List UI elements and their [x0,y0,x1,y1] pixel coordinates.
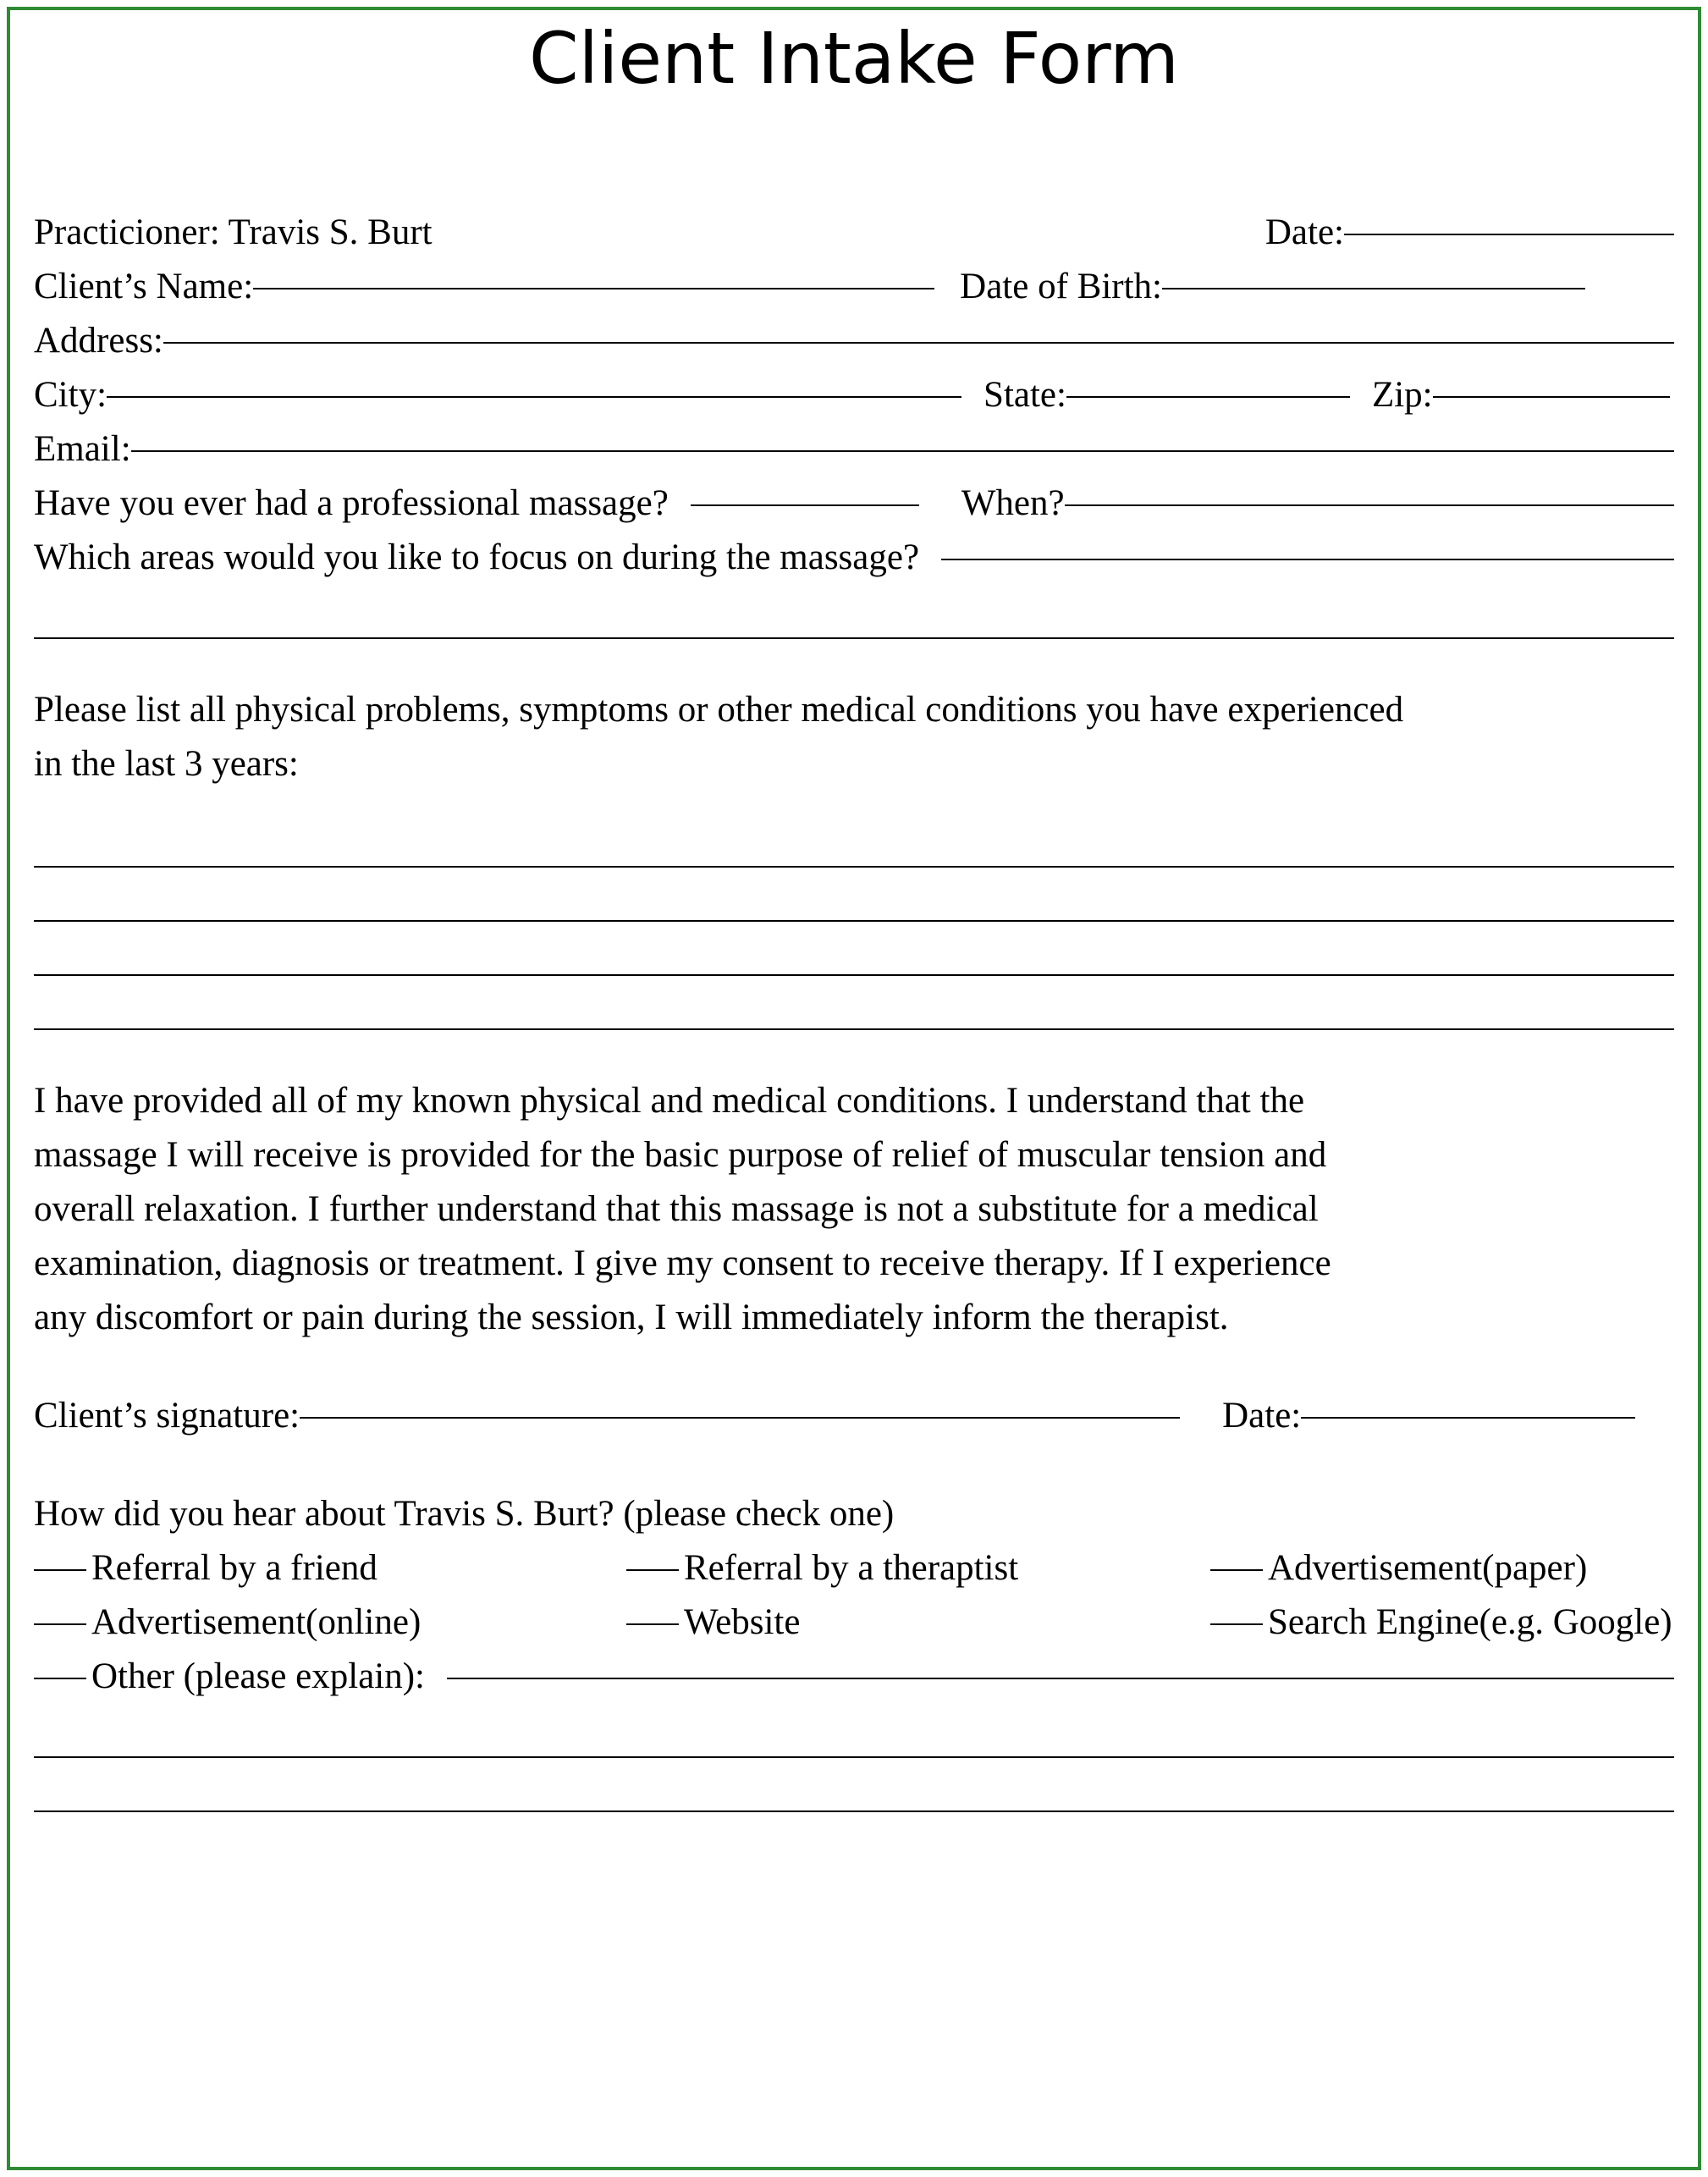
referral-option-other-label: Other (please explain): [91,1656,425,1697]
referral-question: How did you hear about Travis S. Burt? (please check one) [34,1494,895,1535]
row-email [34,422,1674,477]
focus-areas-input[interactable] [941,559,1674,560]
consent-line: massage I will receive is provided for the basic purpose of relief of muscular tension and [34,1135,1327,1176]
row-prior-massage [34,477,1674,531]
checkbox-blank-icon[interactable] [626,1623,679,1625]
referral-option-other-row [34,1650,1674,1704]
client-name-input[interactable] [253,288,934,289]
medical-history-prompt [34,683,1674,791]
state-label: State: [983,375,1066,416]
medical-history-prompt-line2: in the last 3 years: [34,744,299,785]
consent-line: overall relaxation. I further understand that this massage is not a substitute for a medical [34,1189,1319,1230]
city-input[interactable] [107,396,961,398]
checkbox-blank-icon[interactable] [34,1678,86,1679]
referral-option-label: Referral by a theraptist [684,1548,1019,1589]
signature-date-input[interactable] [1301,1417,1635,1419]
referral-options-row-2 [34,1596,1674,1650]
date-label: Date: [1264,212,1344,253]
spacer [34,639,1674,683]
when-input[interactable] [1065,504,1674,506]
spacer [34,1443,1674,1487]
client-name-label: Client’s Name: [34,267,254,307]
referral-option-ad-paper[interactable] [1210,1541,1674,1596]
checkbox-blank-icon[interactable] [1210,1569,1263,1571]
other-explain-line-2[interactable] [34,1758,1674,1812]
address-input[interactable] [163,342,1674,344]
referral-options-row-1 [34,1541,1674,1596]
zip-label: Zip: [1371,375,1433,416]
medical-history-line-4[interactable] [34,976,1674,1030]
row-practitioner-date [34,206,1674,260]
city-label: City: [34,375,107,416]
prior-massage-label: Have you ever had a professional massage? [34,483,669,524]
title-spacer [34,101,1674,206]
focus-areas-input-line2[interactable] [34,585,1674,639]
date-of-birth-input[interactable] [1162,288,1585,289]
referral-option-ad-online[interactable] [34,1596,626,1650]
row-name-dob [34,260,1674,314]
referral-option-search-engine[interactable] [1210,1596,1674,1650]
practitioner-label: Practicioner: Travis S. Burt [34,212,433,253]
consent-line: examination, diagnosis or treatment. I give my consent to receive therapy. If I experience [34,1243,1331,1284]
checkbox-blank-icon[interactable] [34,1569,86,1571]
referral-option-therapist[interactable] [626,1541,1210,1596]
spacer [34,1030,1674,1074]
page-title: Client Intake Form [529,17,1179,100]
signature-date-label: Date: [1222,1396,1302,1436]
email-input[interactable] [131,450,1674,452]
row-signature [34,1389,1674,1443]
row-address [34,314,1674,368]
spacer [34,1345,1674,1389]
referral-option-friend[interactable] [34,1541,626,1596]
zip-input[interactable] [1433,396,1670,398]
referral-option-label: Search Engine(e.g. Google) [1268,1602,1672,1643]
prior-massage-input[interactable] [691,504,919,506]
consent-paragraph [34,1074,1674,1345]
date-input[interactable] [1344,234,1674,235]
email-label: Email: [34,429,131,470]
checkbox-blank-icon[interactable] [34,1623,86,1625]
referral-option-label: Referral by a friend [91,1548,377,1589]
medical-history-line-1[interactable] [34,813,1674,868]
other-explain-line-1[interactable] [34,1704,1674,1758]
referral-option-website[interactable] [626,1596,1210,1650]
referral-option-label: Website [684,1602,801,1643]
date-of-birth-label: Date of Birth: [960,267,1162,307]
address-label: Address: [34,321,163,361]
state-input[interactable] [1066,396,1350,398]
spacer [34,791,1674,813]
referral-option-other-input[interactable] [447,1678,1674,1679]
client-signature-input[interactable] [300,1417,1180,1419]
focus-areas-label: Which areas would you like to focus on during the massage? [34,537,920,578]
when-label: When? [961,483,1065,524]
form-body [22,101,1686,1812]
form-sheet [7,7,1701,2170]
consent-line: any discomfort or pain during the session, I will immediately inform the therapist. [34,1298,1229,1338]
consent-line: I have provided all of my known physical and medical conditions. I understand that the [34,1081,1305,1122]
medical-history-line-3[interactable] [34,922,1674,976]
client-signature-label: Client’s signature: [34,1396,300,1436]
medical-history-line-2[interactable] [34,868,1674,922]
referral-option-label: Advertisement(paper) [1268,1548,1588,1589]
checkbox-blank-icon[interactable] [626,1569,679,1571]
row-city-state-zip [34,368,1674,422]
row-focus-areas [34,531,1674,585]
referral-option-label: Advertisement(online) [91,1602,421,1643]
medical-history-prompt-line1: Please list all physical problems, symptoms or other medical conditions you have experienced [34,690,1404,730]
checkbox-blank-icon[interactable] [1210,1623,1263,1625]
